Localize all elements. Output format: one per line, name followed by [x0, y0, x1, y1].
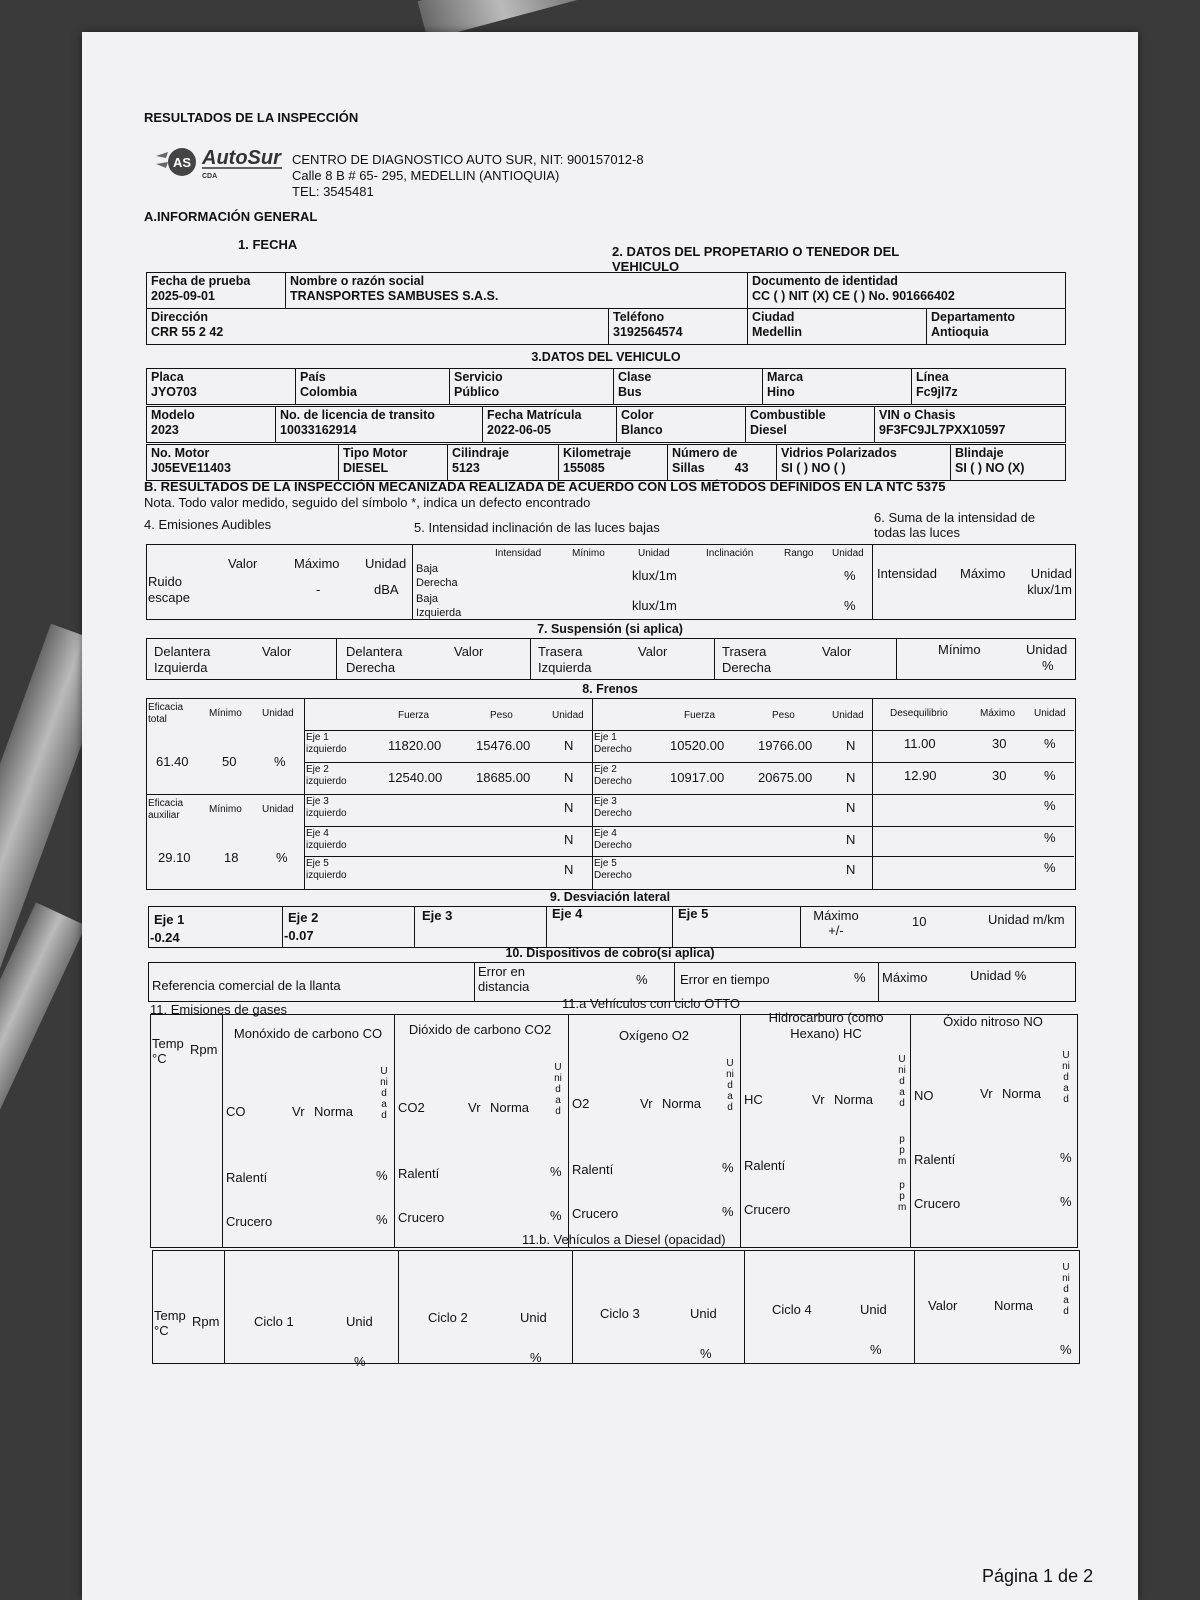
desv-eje2-value: -0.07 [284, 928, 314, 943]
clase-value: Bus [618, 385, 642, 399]
tipo-motor-label: Tipo Motor [343, 446, 408, 460]
eje-izq-label: Eje 2 izquierdo [306, 764, 347, 787]
eje-izq-unit: N [564, 862, 574, 877]
direccion-value: CRR 55 2 42 [151, 325, 224, 339]
eficacia-total-label: Eficacia total [148, 702, 184, 725]
co2-crucero: Crucero [398, 1210, 445, 1225]
eje-der-peso: 20675.00 [758, 770, 813, 785]
baja-derecha-unit: klux/1m [632, 568, 677, 583]
ciclo1-pct: % [354, 1354, 366, 1369]
ciclo3-label: Ciclo 3 [600, 1306, 640, 1321]
susp-pct: % [1042, 658, 1054, 673]
desv-maximo-value: 10 [912, 914, 927, 929]
desv-eje1-label: Eje 1 [154, 912, 185, 927]
inspection-document [82, 32, 1138, 1600]
co-ralenti-pct: % [376, 1168, 388, 1183]
matricula-label: Fecha Matrícula [487, 408, 582, 422]
section-a-title: A.INFORMACIÓN GENERAL [144, 209, 318, 224]
co-vr: Vr [292, 1104, 305, 1119]
o2-title: Oxígeno O2 [618, 1028, 690, 1043]
vin-label: VIN o Chasis [879, 408, 956, 422]
susp-tra-izq: Trasera Izquierda [538, 644, 592, 675]
pais-label: País [300, 370, 326, 384]
frenos-maximo-header: Máximo [980, 708, 1016, 719]
ciudad-label: Ciudad [752, 310, 795, 324]
clase-label: Clase [618, 370, 652, 384]
eje-unit: % [1044, 768, 1056, 783]
o2-label: O2 [572, 1096, 590, 1111]
otto-temp: Temp °C [152, 1036, 184, 1066]
hc-ppm-vertical-2: ppm [898, 1180, 907, 1213]
susp-del-izq: Delantera Izquierda [154, 644, 211, 675]
co-label: CO [226, 1104, 246, 1119]
o2-norma: Norma [662, 1096, 702, 1111]
ciclo2-unid: Unid [520, 1310, 547, 1325]
frenos-unidad-header: Unidad [1034, 708, 1066, 719]
eficacia-aux-value: 29.10 [158, 850, 191, 865]
vehicle-table-row3 [146, 444, 1066, 481]
placa-label: Placa [151, 370, 184, 384]
documento-label: Documento de identidad [752, 274, 898, 288]
fecha-prueba-value: 2025-09-01 [151, 289, 215, 303]
pais-value: Colombia [300, 385, 357, 399]
logo-sub: CDA [202, 173, 218, 180]
co2-label: CO2 [398, 1100, 425, 1115]
departamento-label: Departamento [931, 310, 1016, 324]
blindaje-value: SI ( ) NO (X) [955, 461, 1025, 475]
cobro-error-tiempo-label: Error en tiempo [680, 972, 770, 987]
ciclo3-unid: Unid [690, 1306, 717, 1321]
eje-der-label: Eje 1 Derecho [594, 732, 632, 755]
luces-box [146, 544, 1076, 620]
eje-izq-unit: N [564, 738, 574, 753]
center-phone: TEL: 3545481 [292, 184, 374, 199]
frenos-peso-izq-header: Peso [490, 710, 513, 721]
frenos-desequilibrio-header: Desequilibrio [890, 708, 948, 719]
eje-der-label: Eje 2 Derecho [594, 764, 632, 787]
no-ralenti: Ralentí [914, 1152, 956, 1167]
susp-del-der: Delantera Derecha [346, 644, 403, 675]
susp-unidad: Unidad [1026, 642, 1068, 657]
cobro-maximo: Máximo [882, 970, 928, 985]
combustible-label: Combustible [750, 408, 826, 422]
hc-norma: Norma [834, 1092, 874, 1107]
o2-vr: Vr [640, 1096, 653, 1111]
linea-label: Línea [916, 370, 949, 384]
eje-der-unit: N [846, 800, 856, 815]
eje-der-label: Eje 4 Derecho [594, 828, 632, 851]
departamento-value: Antioquia [931, 325, 989, 339]
combustible-value: Diesel [750, 423, 787, 437]
eficacia-aux-unidad-header: Unidad [262, 804, 294, 815]
frenos-unidad-der-header: Unidad [832, 710, 864, 721]
eficacia-total-unidad-header: Unidad [262, 708, 294, 719]
suspension-title: 7. Suspensión (si aplica) [537, 622, 683, 636]
sillas-value: 43 [734, 461, 749, 475]
motor-label: No. Motor [151, 446, 210, 460]
eficacia-aux-minimo-header: Mínimo [209, 804, 242, 815]
frenos-title: 8. Frenos [582, 682, 638, 696]
diesel-valor: Valor [928, 1298, 958, 1313]
desv-maximo-label: Máximo +/- [813, 908, 859, 938]
co2-crucero-pct: % [550, 1208, 562, 1223]
diesel-pct: % [1060, 1342, 1072, 1357]
vin-value: 9F3FC9JL7PXX10597 [879, 423, 1006, 437]
co-crucero: Crucero [226, 1214, 273, 1229]
eje-der-peso: 19766.00 [758, 738, 813, 753]
nombre-value: TRANSPORTES SAMBUSES S.A.S. [290, 289, 499, 303]
eje-izq-label: Eje 4 izquierdo [306, 828, 347, 851]
eficacia-total-value: 61.40 [156, 754, 189, 769]
susp-minimo: Mínimo [938, 642, 981, 657]
co2-ralenti: Ralentí [398, 1166, 440, 1181]
servicio-value: Público [454, 385, 500, 399]
direccion-label: Dirección [151, 310, 208, 324]
co-crucero-pct: % [376, 1212, 388, 1227]
co2-unidad-vertical: Unidad [554, 1062, 562, 1117]
eje-der-unit: N [846, 738, 856, 753]
eje-desequilibrio: 12.90 [904, 768, 937, 783]
ruido-unit-value: dBA [374, 582, 399, 597]
luces-minimo-header: Mínimo [572, 548, 605, 559]
ruido-valor-header: Valor [228, 556, 258, 571]
baja-izquierda-pct: % [844, 598, 856, 613]
susp-tra-der-valor: Valor [822, 644, 852, 659]
suma-maximo-header: Máximo [960, 566, 1006, 581]
eje-izq-label: Eje 5 izquierdo [306, 858, 347, 881]
diesel-temp: Temp °C [154, 1308, 186, 1338]
center-name: CENTRO DE DIAGNOSTICO AUTO SUR, NIT: 900157012-8 [292, 152, 644, 167]
eje-maximo: 30 [992, 768, 1007, 783]
vehicle-table [146, 368, 1066, 405]
page-number: Página 1 de 2 [982, 1566, 1094, 1586]
eje-izq-peso: 15476.00 [476, 738, 531, 753]
tipo-motor-value: DIESEL [343, 461, 389, 475]
eje-izq-unit: N [564, 832, 574, 847]
o2-crucero-pct: % [722, 1204, 734, 1219]
ciclo4-pct: % [870, 1342, 882, 1357]
co-unidad-vertical: Unidad [380, 1066, 388, 1121]
co2-norma: Norma [490, 1100, 530, 1115]
eje-der-label: Eje 5 Derecho [594, 858, 632, 881]
sillas-label2: Sillas [672, 461, 705, 475]
ciclo4-label: Ciclo 4 [772, 1302, 812, 1317]
eje-unit: % [1044, 736, 1056, 751]
gases-title: 11. Emisiones de gases [150, 1002, 288, 1017]
section-b-note: Nota. Todo valor medido, seguido del símbolo *, indica un defecto encontrado [144, 495, 591, 510]
eje-der-fuerza: 10520.00 [670, 738, 725, 753]
ciclo1-label: Ciclo 1 [254, 1314, 294, 1329]
linea-value: Fc9jl7z [916, 385, 958, 399]
baja-derecha-label: Baja Derecha [416, 563, 458, 589]
cobro-ref-label: Referencia comercial de la llanta [152, 978, 341, 993]
hc-unidad-vertical: Unidad [898, 1054, 906, 1109]
fecha-prueba-label: Fecha de prueba [151, 274, 251, 288]
luces-bajas-title: 5. Intensidad inclinación de las luces bajas [414, 520, 660, 535]
vidrios-value: SI ( ) NO ( ) [781, 461, 846, 475]
documento-value: CC ( ) NIT (X) CE ( ) No. 901666402 [752, 289, 955, 303]
eje-izq-fuerza: 12540.00 [388, 770, 443, 785]
cobro-unidad: Unidad % [970, 968, 1027, 983]
co-norma: Norma [314, 1104, 354, 1119]
eficacia-total-minimo-header: Mínimo [209, 708, 242, 719]
eje-izq-unit: N [564, 770, 574, 785]
no-unidad-vertical: Unidad [1062, 1050, 1070, 1105]
eje-der-unit: N [846, 770, 856, 785]
diesel-norma: Norma [994, 1298, 1034, 1313]
motor-value: J05EVE11403 [151, 461, 231, 475]
km-label: Kilometraje [563, 446, 632, 460]
ciclo2-label: Ciclo 2 [428, 1310, 468, 1325]
emisiones-audibles-title: 4. Emisiones Audibles [144, 517, 272, 532]
baja-derecha-pct: % [844, 568, 856, 583]
center-info [292, 152, 644, 200]
co2-title: Dióxido de carbono CO2 [408, 1022, 552, 1037]
desv-eje3-label: Eje 3 [422, 908, 453, 923]
otto-title: 11.a Vehículos con ciclo OTTO [562, 996, 740, 1011]
datos-propietario-title: 2. DATOS DEL PROPETARIO O TENEDOR DEL VEHICULO [612, 244, 900, 274]
owner-table [146, 272, 1066, 345]
suma-intensidad-header: Intensidad [877, 566, 937, 581]
desv-eje4-label: Eje 4 [552, 906, 583, 921]
desv-eje5-label: Eje 5 [678, 906, 709, 921]
nombre-label: Nombre o razón social [290, 274, 425, 288]
eficacia-aux-unit: % [276, 850, 288, 865]
o2-unidad-vertical: Unidad [726, 1058, 734, 1113]
co2-vr: Vr [468, 1100, 481, 1115]
diesel-unidad-vertical: Unidad [1062, 1262, 1070, 1317]
no-crucero-pct: % [1060, 1194, 1072, 1209]
eje-izq-label: Eje 1 izquierdo [306, 732, 347, 755]
cilindraje-label: Cilindraje [452, 446, 509, 460]
licencia-label: No. de licencia de transito [280, 408, 435, 422]
eficacia-total-min: 50 [222, 754, 237, 769]
eje-maximo: 30 [992, 736, 1007, 751]
sillas-label: Número de [672, 446, 738, 460]
cobro-error-dist-label: Error en distancia [478, 964, 530, 994]
background-metal-bar [0, 902, 86, 1197]
co-ralenti: Ralentí [226, 1170, 268, 1185]
eje-izq-unit: N [564, 800, 574, 815]
no-ralenti-pct: % [1060, 1150, 1072, 1165]
desv-unidad: Unidad m/km [988, 912, 1065, 927]
susp-tra-der: Trasera Derecha [722, 644, 772, 675]
baja-izquierda-unit: klux/1m [632, 598, 677, 613]
susp-del-izq-valor: Valor [262, 644, 292, 659]
eje-der-label: Eje 3 Derecho [594, 796, 632, 819]
luces-unidad-header: Unidad [638, 548, 670, 559]
eje-izq-peso: 18685.00 [476, 770, 531, 785]
suma-luces-title: 6. Suma de la intensidad de todas las luces [874, 510, 1036, 540]
matricula-value: 2022-06-05 [487, 423, 551, 437]
otto-rpm: Rpm [190, 1042, 218, 1057]
modelo-value: 2023 [151, 423, 179, 437]
color-label: Color [621, 408, 654, 422]
hc-crucero: Crucero [744, 1202, 791, 1217]
hc-ppm-vertical: ppm [898, 1134, 907, 1167]
luces-unidad2-header: Unidad [832, 548, 864, 559]
ciclo3-pct: % [700, 1346, 712, 1361]
diesel-rpm: Rpm [192, 1314, 220, 1329]
center-address: Calle 8 B # 65- 295, MEDELLIN (ANTIOQUIA) [292, 168, 560, 183]
diesel-title: 11.b. Vehículos a Diesel (opacidad) [522, 1232, 726, 1247]
no-crucero: Crucero [914, 1196, 961, 1211]
svg-text:AS: AS [173, 155, 192, 170]
fecha-title: 1. FECHA [238, 237, 298, 252]
ruido-label: Ruido escape [148, 574, 190, 605]
no-vr: Vr [980, 1086, 993, 1101]
eje-der-unit: N [846, 832, 856, 847]
cobro-error-dist-pct: % [636, 972, 648, 987]
frenos-unidad-izq-header: Unidad [552, 710, 584, 721]
hc-title: Hidrocarburo (como Hexano) HC [768, 1010, 884, 1041]
hc-ralenti: Ralentí [744, 1158, 786, 1173]
o2-ralenti: Ralentí [572, 1162, 614, 1177]
desviacion-title: 9. Desviación lateral [549, 890, 671, 904]
frenos-peso-der-header: Peso [772, 710, 795, 721]
luces-intensidad-header: Intensidad [495, 548, 542, 559]
blindaje-label: Blindaje [955, 446, 1004, 460]
km-value: 155085 [563, 461, 605, 475]
section-b-title: B. RESULTADOS DE LA INSPECCIÓN MECANIZADA REALIZADA DE ACUERDO CON LOS MÉTODOS DEFINIDOS EN LA NTC 5375 [144, 479, 946, 494]
desv-eje2-label: Eje 2 [288, 910, 319, 925]
ruido-max-value: - [316, 582, 321, 597]
luces-rango-header: Rango [784, 548, 814, 559]
o2-ralenti-pct: % [722, 1160, 734, 1175]
hc-label: HC [744, 1092, 763, 1107]
eje-desequilibrio: 11.00 [904, 736, 936, 751]
licencia-value: 10033162914 [280, 423, 357, 437]
co-title: Monóxido de carbono CO [233, 1026, 383, 1041]
marca-label: Marca [767, 370, 804, 384]
eje-izq-label: Eje 3 izquierdo [306, 796, 347, 819]
ciclo4-unid: Unid [860, 1302, 887, 1317]
document-title: RESULTADOS DE LA INSPECCIÓN [144, 110, 359, 125]
ciudad-value: Medellin [752, 325, 803, 339]
luces-inclinacion-header: Inclinación [706, 548, 754, 559]
vidrios-label: Vidrios Polarizados [781, 446, 897, 460]
eje-unit: % [1044, 798, 1056, 813]
no-label: NO [914, 1088, 934, 1103]
co2-ralenti-pct: % [550, 1164, 562, 1179]
eficacia-aux-min: 18 [224, 850, 239, 865]
ciclo1-unid: Unid [346, 1314, 373, 1329]
hc-vr: Vr [812, 1092, 825, 1107]
susp-tra-izq-valor: Valor [638, 644, 668, 659]
eficacia-total-unit: % [274, 754, 286, 769]
no-norma: Norma [1002, 1086, 1042, 1101]
eje-der-fuerza: 10917.00 [670, 770, 725, 785]
cilindraje-value: 5123 [452, 461, 480, 475]
modelo-label: Modelo [151, 408, 195, 422]
marca-value: Hino [767, 385, 795, 399]
ciclo2-pct: % [530, 1350, 542, 1365]
autosur-logo [154, 142, 284, 182]
color-value: Blanco [621, 423, 663, 437]
desv-eje1-value: -0.24 [150, 930, 180, 945]
eje-unit: % [1044, 830, 1056, 845]
susp-del-der-valor: Valor [454, 644, 484, 659]
eje-der-unit: N [846, 862, 856, 877]
cobro-title: 10. Dispositivos de cobro(si aplica) [505, 946, 715, 960]
telefono-label: Teléfono [613, 310, 665, 324]
ruido-maximo-header: Máximo [294, 556, 340, 571]
telefono-value: 3192564574 [613, 325, 683, 339]
o2-crucero: Crucero [572, 1206, 619, 1221]
cobro-error-tiempo-pct: % [854, 970, 866, 985]
placa-value: JYO703 [151, 385, 197, 399]
ruido-unidad-header: Unidad [365, 556, 407, 571]
servicio-label: Servicio [454, 370, 503, 384]
logo-text: AutoSur [202, 147, 281, 169]
eje-izq-fuerza: 11820.00 [388, 738, 442, 753]
frenos-fuerza-der-header: Fuerza [684, 710, 716, 721]
eficacia-aux-label: Eficacia auxiliar [148, 798, 184, 821]
vehicle-table-row2 [146, 406, 1066, 443]
vehiculo-title: 3.DATOS DEL VEHICULO [531, 350, 681, 364]
frenos-fuerza-izq-header: Fuerza [398, 710, 430, 721]
eje-unit: % [1044, 860, 1056, 875]
suma-unidad-header: Unidad klux/1m [1027, 566, 1072, 597]
no-title: Óxido nitroso NO [943, 1014, 1043, 1029]
baja-izquierda-label: Baja Izquierda [416, 593, 462, 619]
